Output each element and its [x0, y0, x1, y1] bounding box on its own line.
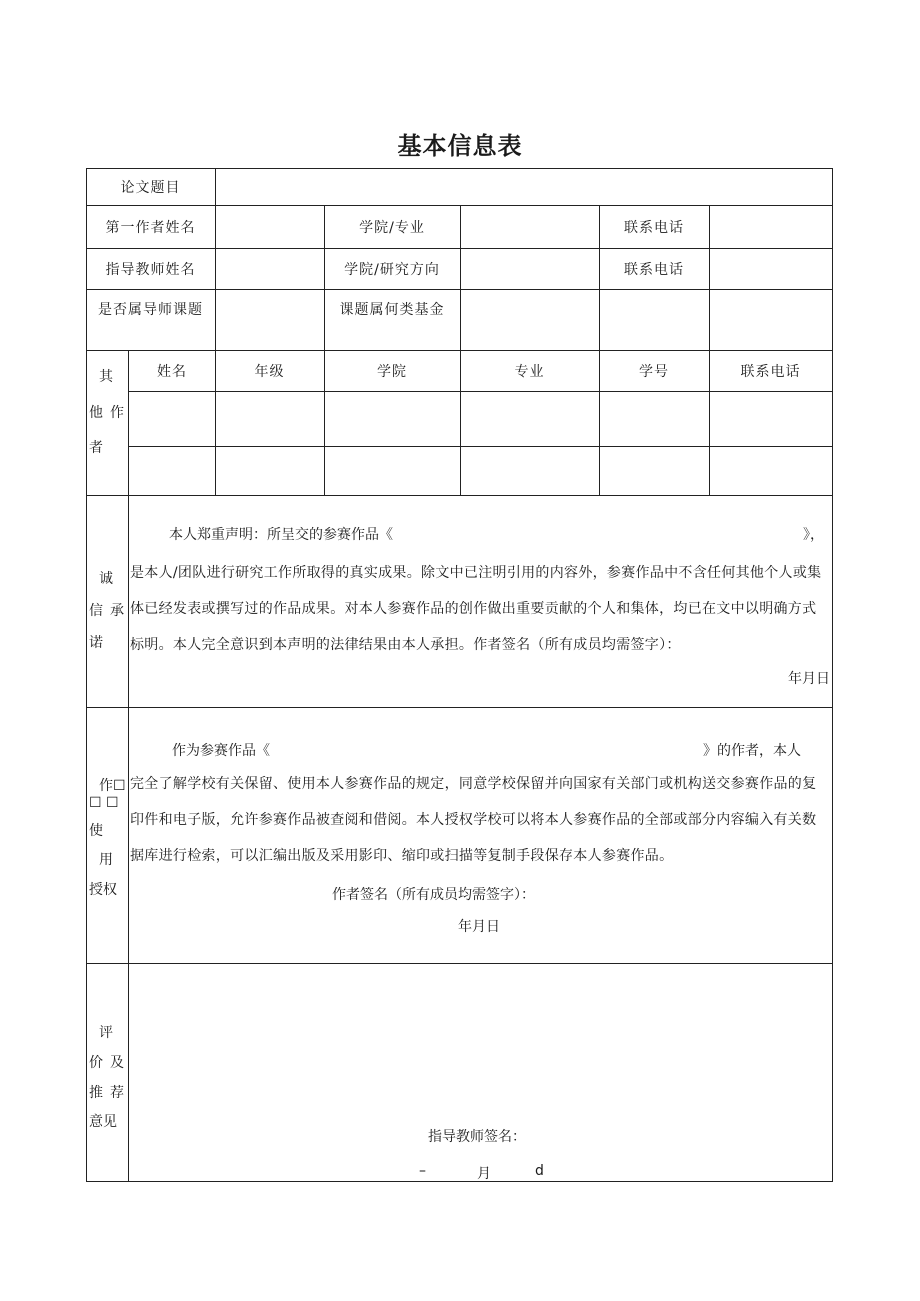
fund-type-label: 课题属何类基金 [339, 302, 445, 318]
integrity-body: 是本人/团队进行研究工作所取得的真实成果。除文中已注明引用的内容外，参赛作品中不含任何其他个人或集体已经发表或撰写过的作品成果。对本人参赛作品的创作做出重要贡献的个人和集体，均已在文中以明确方式标明。本人完全意识到本声明的法律结果由本人承担。作者签名（所有成员均需签字）： [130, 565, 822, 653]
advisor-phone-field[interactable] [710, 249, 832, 289]
college-major-label: 学院/专业 [359, 219, 425, 236]
thesis-title-field[interactable] [216, 169, 832, 205]
college-major-field[interactable] [461, 206, 599, 248]
authorization-intro-close: 》的作者，本人 [703, 743, 801, 759]
evaluation-date-month: 月 [477, 1166, 491, 1182]
other-author-cell[interactable] [129, 392, 215, 446]
other-author-cell[interactable] [461, 447, 599, 495]
author-phone-label: 联系电话 [624, 219, 684, 236]
table-border-bottom [86, 1181, 833, 1182]
other-author-cell[interactable] [600, 392, 709, 446]
table-rule [86, 707, 833, 708]
evaluation-date-day: d [535, 1163, 544, 1179]
other-authors-header-college: 学院 [377, 363, 407, 380]
evaluation-date-mark: – [419, 1163, 426, 1179]
basic-info-form [86, 168, 833, 1182]
other-author-cell[interactable] [710, 392, 832, 446]
advisor-signature-label: 指导教师签名： [428, 1129, 526, 1145]
other-author-cell[interactable] [325, 447, 460, 495]
other-authors-side-label: 其 他 作 者 [89, 369, 124, 456]
authorization-intro: 作为参赛作品《 [172, 743, 270, 759]
other-authors-header-phone: 联系电话 [740, 363, 801, 380]
evaluation-side-label: 评 价 及 推 荐 意见 [89, 1025, 124, 1130]
table-rule [86, 963, 833, 964]
other-authors-header-grade: 年级 [254, 363, 285, 380]
advisor-name-label: 指导教师姓名 [105, 261, 196, 278]
other-authors-header-major: 专业 [514, 363, 545, 380]
table-rule [86, 495, 833, 496]
authorization-body: 完全了解学校有关保留、使用本人参赛作品的规定，同意学校保留并向国家有关部门或机构送交参赛作品的复印件和电子版，允许参赛作品被查阅和借阅。本人授权学校可以将本人参赛作品的全部或部分内容编入有关数据库进行检索，可以汇编出版及采用影印、缩印或扫描等复制手段保存本人参赛作品。 [130, 776, 817, 864]
advisor-project-label: 是否属导师课题 [98, 302, 203, 318]
other-author-cell[interactable] [216, 447, 324, 495]
other-author-cell[interactable] [129, 447, 215, 495]
author-phone-field[interactable] [710, 206, 832, 248]
advisor-phone-label: 联系电话 [624, 261, 684, 278]
usage-authorization-side-label: 作☐ ☐ ☐ 使 用 授权 [89, 778, 126, 898]
thesis-title-label: 论文题目 [120, 179, 181, 196]
other-author-cell[interactable] [216, 392, 324, 446]
integrity-intro-close: 》， [803, 527, 824, 543]
other-authors-header-name: 姓名 [157, 363, 187, 380]
other-authors-header-student-id: 学号 [639, 363, 669, 380]
other-author-cell[interactable] [325, 392, 460, 446]
integrity-intro: 本人郑重声明：所呈交的参赛作品《 [169, 527, 393, 543]
integrity-date: 年月日 [788, 671, 830, 687]
page-title: 基本信息表 [397, 132, 523, 160]
integrity-pledge-side-label: 诚 信 承 诺 [89, 571, 124, 651]
other-author-cell[interactable] [710, 447, 832, 495]
other-author-cell[interactable] [600, 447, 709, 495]
authorization-signature: 作者签名（所有成员均需签字）： [332, 887, 535, 903]
other-author-cell[interactable] [461, 392, 599, 446]
first-author-label: 第一作者姓名 [105, 219, 196, 236]
authorization-date: 年月日 [458, 919, 500, 935]
college-research-field[interactable] [461, 249, 599, 289]
first-author-field[interactable] [216, 206, 324, 248]
college-research-label: 学院/研究方向 [344, 261, 440, 278]
advisor-name-field[interactable] [216, 249, 324, 289]
table-border-right [832, 168, 833, 1182]
fund-type-field[interactable] [461, 290, 599, 350]
advisor-project-field[interactable] [216, 290, 324, 350]
